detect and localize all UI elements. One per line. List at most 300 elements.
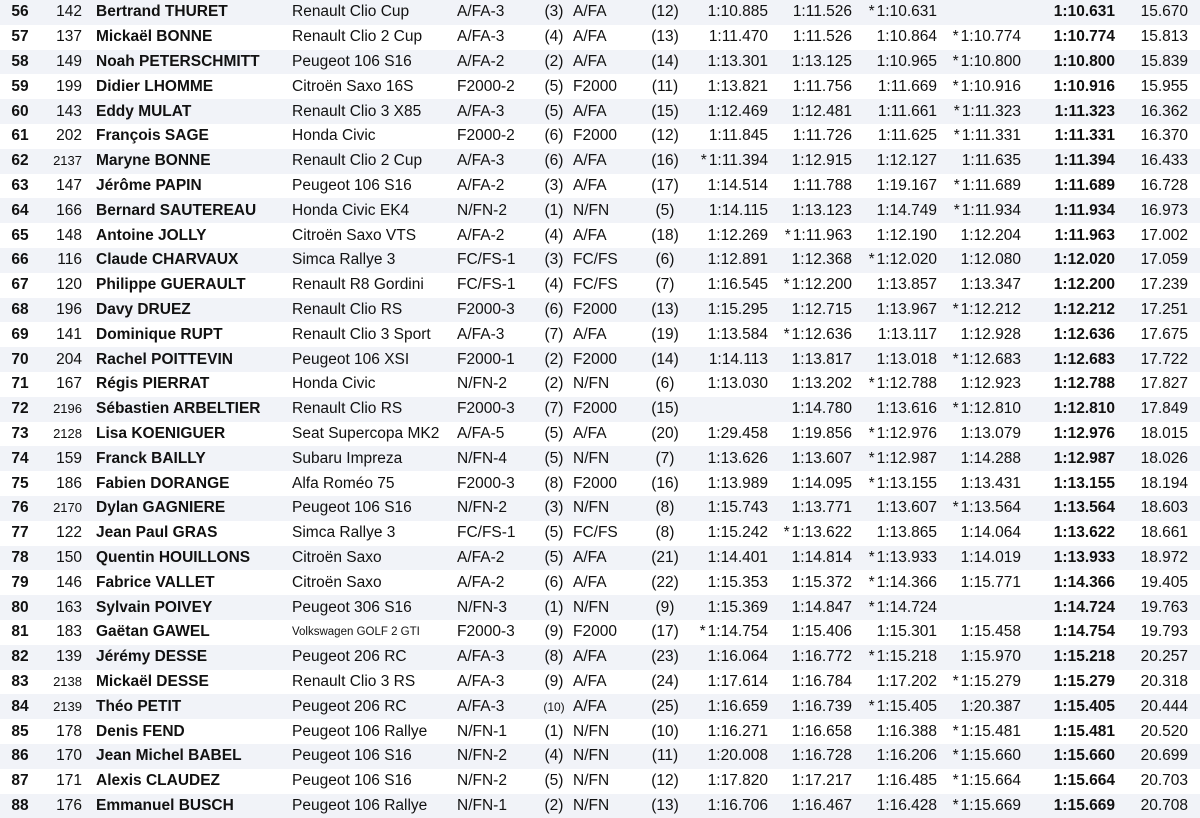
car-number-cell: 170 xyxy=(40,744,90,769)
best-run-marker: * xyxy=(951,77,961,97)
run-time-value: 1:12.190 xyxy=(877,227,937,244)
car-number-cell: 2138 xyxy=(40,670,90,695)
run-time-value: 1:20.008 xyxy=(708,747,768,764)
run-time-value: 1:11.331 xyxy=(962,127,1021,144)
run-time-value: 1:16.706 xyxy=(708,797,768,814)
driver-name-cell: Sylvain POIVEY xyxy=(90,595,290,620)
driver-name-cell: Jérémy DESSE xyxy=(90,645,290,670)
group-cell: F2000 xyxy=(571,124,645,149)
position-cell: 71 xyxy=(0,372,40,397)
run-time-value: 1:13.933 xyxy=(877,549,937,566)
class-rank-cell: (5) xyxy=(537,769,571,794)
best-time-cell: 1:15.279 xyxy=(1021,670,1115,695)
car-model-cell: Peugeot 106 Rallye xyxy=(290,719,457,744)
run-time-cell xyxy=(768,645,852,670)
driver-name-cell: Fabien DORANGE xyxy=(90,471,290,496)
run-time-cell xyxy=(937,769,1021,794)
gap-value-cell: 17.827 xyxy=(1115,372,1200,397)
run-time-value: 1:13.431 xyxy=(961,475,1021,492)
best-run-marker: * xyxy=(867,250,877,270)
group-cell: A/FA xyxy=(571,0,645,25)
run-time-cell xyxy=(937,670,1021,695)
run-time-value: 1:19.856 xyxy=(792,425,852,442)
position-cell: 72 xyxy=(0,397,40,422)
best-run-marker: * xyxy=(867,598,877,618)
gap-value-cell: 17.849 xyxy=(1115,397,1200,422)
table-row xyxy=(0,595,1200,620)
run-time-value: 1:15.372 xyxy=(792,574,852,591)
gap-value-cell: 17.722 xyxy=(1115,347,1200,372)
run-time-value: 1:13.626 xyxy=(708,450,768,467)
run-time-value: 1:19.167 xyxy=(877,177,937,194)
run-time-cell xyxy=(852,223,937,248)
gap-value-cell: 20.257 xyxy=(1115,645,1200,670)
run-time-cell xyxy=(852,446,937,471)
table-row xyxy=(0,397,1200,422)
best-run-marker: * xyxy=(783,226,793,246)
driver-name-cell: Franck BAILLY xyxy=(90,446,290,471)
run-time-cell xyxy=(768,124,852,149)
gap-value-cell: 20.318 xyxy=(1115,670,1200,695)
run-time-cell xyxy=(685,397,768,422)
run-time-value: 1:12.928 xyxy=(961,326,1021,343)
class-rank-cell: (2) xyxy=(537,347,571,372)
class-rank-cell: (3) xyxy=(537,174,571,199)
run-time-cell xyxy=(685,422,768,447)
run-time-cell xyxy=(685,50,768,75)
run-time-value: 1:11.669 xyxy=(878,78,937,95)
best-time-cell: 1:11.963 xyxy=(1021,223,1115,248)
run-time-cell xyxy=(768,0,852,25)
car-number-cell: 120 xyxy=(40,273,90,298)
class-rank-cell: (7) xyxy=(537,322,571,347)
gap-value-cell: 16.362 xyxy=(1115,99,1200,124)
group-rank-cell: (13) xyxy=(645,794,685,818)
gap-value-cell: 18.972 xyxy=(1115,546,1200,571)
run-time-cell xyxy=(685,273,768,298)
class-cell: FC/FS-1 xyxy=(457,521,537,546)
run-time-cell xyxy=(685,570,768,595)
car-number-cell: 143 xyxy=(40,99,90,124)
car-number-cell: 116 xyxy=(40,248,90,273)
position-cell: 75 xyxy=(0,471,40,496)
group-rank-cell: (5) xyxy=(645,198,685,223)
class-cell: F2000-2 xyxy=(457,124,537,149)
run-time-value: 1:13.301 xyxy=(708,53,768,70)
run-time-value: 1:11.394 xyxy=(709,152,768,169)
car-model-cell: Peugeot 306 S16 xyxy=(290,595,457,620)
group-rank-cell: (17) xyxy=(645,620,685,645)
run-time-value: 1:13.622 xyxy=(792,524,852,541)
best-time-cell: 1:14.754 xyxy=(1021,620,1115,645)
run-time-cell xyxy=(768,794,852,818)
group-cell: FC/FS xyxy=(571,521,645,546)
run-time-value: 1:16.271 xyxy=(708,723,768,740)
driver-name-cell: Régis PIERRAT xyxy=(90,372,290,397)
group-rank-cell: (12) xyxy=(645,0,685,25)
position-cell: 84 xyxy=(0,694,40,719)
group-cell: A/FA xyxy=(571,99,645,124)
position-cell: 64 xyxy=(0,198,40,223)
run-time-cell xyxy=(768,694,852,719)
run-time-cell xyxy=(685,694,768,719)
run-time-cell xyxy=(937,422,1021,447)
run-time-value: 1:10.774 xyxy=(961,28,1021,45)
run-time-value: 1:16.064 xyxy=(708,648,768,665)
best-time-cell: 1:12.976 xyxy=(1021,422,1115,447)
car-model-cell: Peugeot 106 S16 xyxy=(290,769,457,794)
group-rank-cell: (17) xyxy=(645,174,685,199)
group-rank-cell: (11) xyxy=(645,74,685,99)
group-cell: N/FN xyxy=(571,496,645,521)
group-rank-cell: (22) xyxy=(645,570,685,595)
car-number-cell: 142 xyxy=(40,0,90,25)
car-model-cell: Renault Clio Cup xyxy=(290,0,457,25)
table-row xyxy=(0,273,1200,298)
table-row xyxy=(0,322,1200,347)
group-cell: F2000 xyxy=(571,397,645,422)
car-number-cell: 2139 xyxy=(40,694,90,719)
run-time-cell xyxy=(852,719,937,744)
run-time-value: 1:12.915 xyxy=(792,152,852,169)
table-row xyxy=(0,521,1200,546)
table-row xyxy=(0,0,1200,25)
run-time-cell xyxy=(852,744,937,769)
run-time-cell xyxy=(768,25,852,50)
driver-name-cell: Philippe GUERAULT xyxy=(90,273,290,298)
group-cell: A/FA xyxy=(571,50,645,75)
run-time-cell xyxy=(768,99,852,124)
best-run-marker: * xyxy=(699,151,709,171)
class-cell: A/FA-3 xyxy=(457,149,537,174)
run-time-cell xyxy=(937,744,1021,769)
table-row xyxy=(0,223,1200,248)
position-cell: 74 xyxy=(0,446,40,471)
group-cell: A/FA xyxy=(571,694,645,719)
run-time-value: 1:16.772 xyxy=(792,648,852,665)
run-time-cell xyxy=(852,422,937,447)
run-time-value: 1:12.923 xyxy=(961,375,1021,392)
gap-value-cell: 18.015 xyxy=(1115,422,1200,447)
best-time-cell: 1:12.788 xyxy=(1021,372,1115,397)
driver-name-cell: Théo PETIT xyxy=(90,694,290,719)
run-time-cell xyxy=(937,223,1021,248)
group-rank-cell: (7) xyxy=(645,446,685,471)
run-time-value: 1:10.864 xyxy=(877,28,937,45)
driver-name-cell: Fabrice VALLET xyxy=(90,570,290,595)
table-row xyxy=(0,99,1200,124)
group-cell: A/FA xyxy=(571,322,645,347)
run-time-value: 1:13.079 xyxy=(961,425,1021,442)
run-time-cell xyxy=(685,124,768,149)
car-number-cell: 147 xyxy=(40,174,90,199)
run-time-cell xyxy=(685,446,768,471)
run-time-cell xyxy=(937,198,1021,223)
run-time-value: 1:12.976 xyxy=(877,425,937,442)
run-time-value: 1:11.625 xyxy=(878,127,937,144)
car-number-cell: 148 xyxy=(40,223,90,248)
run-time-cell xyxy=(852,397,937,422)
driver-name-cell: Mickaël BONNE xyxy=(90,25,290,50)
class-cell: F2000-2 xyxy=(457,74,537,99)
run-time-cell xyxy=(852,372,937,397)
class-rank-cell: (2) xyxy=(537,794,571,818)
class-rank-cell: (6) xyxy=(537,570,571,595)
gap-value-cell: 17.239 xyxy=(1115,273,1200,298)
run-time-value: 1:12.212 xyxy=(961,301,1021,318)
group-cell: N/FN xyxy=(571,719,645,744)
run-time-cell xyxy=(852,149,937,174)
run-time-value: 1:11.470 xyxy=(709,28,768,45)
group-cell: N/FN xyxy=(571,595,645,620)
car-number-cell: 149 xyxy=(40,50,90,75)
group-rank-cell: (16) xyxy=(645,471,685,496)
run-time-cell xyxy=(852,546,937,571)
group-cell: N/FN xyxy=(571,744,645,769)
run-time-value: 1:13.607 xyxy=(877,499,937,516)
table-row xyxy=(0,50,1200,75)
run-time-cell xyxy=(685,25,768,50)
class-rank-cell: (6) xyxy=(537,124,571,149)
run-time-value: 1:14.288 xyxy=(961,450,1021,467)
class-cell: N/FN-1 xyxy=(457,719,537,744)
class-cell: F2000-3 xyxy=(457,620,537,645)
car-number-cell: 186 xyxy=(40,471,90,496)
gap-value-cell: 18.026 xyxy=(1115,446,1200,471)
best-run-marker: * xyxy=(867,374,877,394)
run-time-cell xyxy=(937,620,1021,645)
class-rank-cell: (9) xyxy=(537,620,571,645)
group-cell: A/FA xyxy=(571,546,645,571)
gap-value-cell: 20.699 xyxy=(1115,744,1200,769)
group-rank-cell: (15) xyxy=(645,99,685,124)
driver-name-cell: Jean Paul GRAS xyxy=(90,521,290,546)
best-time-cell: 1:15.660 xyxy=(1021,744,1115,769)
car-model-cell: Seat Supercopa MK2 xyxy=(290,422,457,447)
run-time-value: 1:12.469 xyxy=(708,103,768,120)
group-rank-cell: (25) xyxy=(645,694,685,719)
position-cell: 58 xyxy=(0,50,40,75)
best-run-marker: * xyxy=(782,523,792,543)
run-time-value: 1:16.485 xyxy=(877,772,937,789)
run-time-cell xyxy=(852,298,937,323)
run-time-value: 1:15.279 xyxy=(961,673,1021,690)
table-row xyxy=(0,570,1200,595)
run-time-value: 1:14.064 xyxy=(961,524,1021,541)
run-time-cell xyxy=(852,347,937,372)
class-cell: A/FA-2 xyxy=(457,570,537,595)
run-time-value: 1:12.020 xyxy=(877,251,937,268)
position-cell: 77 xyxy=(0,521,40,546)
driver-name-cell: François SAGE xyxy=(90,124,290,149)
run-time-value: 1:11.845 xyxy=(709,127,768,144)
run-time-value: 1:13.865 xyxy=(877,524,937,541)
position-cell: 88 xyxy=(0,794,40,818)
run-time-value: 1:17.614 xyxy=(708,673,768,690)
gap-value-cell: 19.405 xyxy=(1115,570,1200,595)
best-run-marker: * xyxy=(782,325,792,345)
run-time-cell xyxy=(852,645,937,670)
run-time-cell xyxy=(685,372,768,397)
car-model-cell: Peugeot 106 S16 xyxy=(290,744,457,769)
driver-name-cell: Claude CHARVAUX xyxy=(90,248,290,273)
car-model-cell: Honda Civic xyxy=(290,372,457,397)
run-time-value: 1:13.347 xyxy=(961,276,1021,293)
run-time-cell xyxy=(852,124,937,149)
car-number-cell: 2128 xyxy=(40,422,90,447)
class-rank-cell: (1) xyxy=(537,595,571,620)
group-cell: A/FA xyxy=(571,422,645,447)
group-rank-cell: (11) xyxy=(645,744,685,769)
run-time-cell xyxy=(768,74,852,99)
car-model-cell: Honda Civic EK4 xyxy=(290,198,457,223)
class-cell: N/FN-2 xyxy=(457,744,537,769)
car-number-cell: 139 xyxy=(40,645,90,670)
run-time-cell xyxy=(852,99,937,124)
class-cell: A/FA-3 xyxy=(457,99,537,124)
group-rank-cell: (21) xyxy=(645,546,685,571)
group-cell: A/FA xyxy=(571,25,645,50)
run-time-value: 1:15.481 xyxy=(961,723,1021,740)
run-time-value: 1:15.458 xyxy=(961,623,1021,640)
run-time-cell xyxy=(768,273,852,298)
class-rank-cell: (3) xyxy=(537,0,571,25)
run-time-value: 1:16.659 xyxy=(708,698,768,715)
car-number-cell: 196 xyxy=(40,298,90,323)
group-cell: A/FA xyxy=(571,174,645,199)
run-time-cell xyxy=(685,744,768,769)
run-time-cell xyxy=(937,174,1021,199)
best-time-cell: 1:12.810 xyxy=(1021,397,1115,422)
best-time-cell: 1:15.218 xyxy=(1021,645,1115,670)
run-time-cell xyxy=(685,471,768,496)
run-time-value: 1:11.934 xyxy=(962,202,1021,219)
run-time-value: 1:14.754 xyxy=(708,623,768,640)
run-time-cell xyxy=(852,496,937,521)
best-run-marker: * xyxy=(951,350,961,370)
group-rank-cell: (6) xyxy=(645,248,685,273)
group-cell: N/FN xyxy=(571,198,645,223)
car-number-cell: 163 xyxy=(40,595,90,620)
table-row xyxy=(0,298,1200,323)
run-time-cell xyxy=(685,298,768,323)
run-time-cell xyxy=(768,744,852,769)
car-model-cell: Citroën Saxo xyxy=(290,570,457,595)
run-time-value: 1:14.847 xyxy=(792,599,852,616)
class-rank-cell: (4) xyxy=(537,223,571,248)
run-time-cell xyxy=(937,124,1021,149)
run-time-value: 1:16.206 xyxy=(877,747,937,764)
gap-value-cell: 15.839 xyxy=(1115,50,1200,75)
group-cell: F2000 xyxy=(571,471,645,496)
run-time-value: 1:29.458 xyxy=(708,425,768,442)
run-time-value: 1:13.564 xyxy=(961,499,1021,516)
run-time-value: 1:10.965 xyxy=(877,53,937,70)
group-cell: A/FA xyxy=(571,149,645,174)
best-time-cell: 1:13.933 xyxy=(1021,546,1115,571)
gap-value-cell: 19.763 xyxy=(1115,595,1200,620)
class-cell: A/FA-2 xyxy=(457,174,537,199)
car-number-cell: 146 xyxy=(40,570,90,595)
run-time-value: 1:11.726 xyxy=(793,127,852,144)
class-cell: F2000-3 xyxy=(457,298,537,323)
class-rank-cell: (1) xyxy=(537,198,571,223)
best-time-cell: 1:13.155 xyxy=(1021,471,1115,496)
best-run-marker: * xyxy=(952,176,962,196)
group-cell: FC/FS xyxy=(571,248,645,273)
run-time-cell xyxy=(768,769,852,794)
gap-value-cell: 20.708 xyxy=(1115,794,1200,818)
position-cell: 62 xyxy=(0,149,40,174)
car-model-cell: Peugeot 106 S16 xyxy=(290,174,457,199)
run-time-value: 1:12.481 xyxy=(792,103,852,120)
run-time-value: 1:14.724 xyxy=(877,599,937,616)
best-time-cell: 1:15.669 xyxy=(1021,794,1115,818)
run-time-value: 1:14.113 xyxy=(709,351,768,368)
best-time-cell: 1:10.631 xyxy=(1021,0,1115,25)
best-run-marker: * xyxy=(867,573,877,593)
run-time-cell xyxy=(937,446,1021,471)
run-time-cell xyxy=(768,620,852,645)
best-run-marker: * xyxy=(951,300,961,320)
run-time-cell xyxy=(852,50,937,75)
position-cell: 79 xyxy=(0,570,40,595)
car-number-cell: 150 xyxy=(40,546,90,571)
best-time-cell: 1:10.774 xyxy=(1021,25,1115,50)
group-rank-cell: (9) xyxy=(645,595,685,620)
car-model-cell: Renault Clio 3 Sport xyxy=(290,322,457,347)
run-time-cell xyxy=(852,794,937,818)
car-number-cell: 166 xyxy=(40,198,90,223)
car-number-cell: 204 xyxy=(40,347,90,372)
best-time-cell: 1:13.564 xyxy=(1021,496,1115,521)
run-time-cell xyxy=(852,521,937,546)
table-row xyxy=(0,546,1200,571)
run-time-value: 1:14.814 xyxy=(792,549,852,566)
gap-value-cell: 20.703 xyxy=(1115,769,1200,794)
run-time-value: 1:12.788 xyxy=(877,375,937,392)
run-time-value: 1:12.715 xyxy=(792,301,852,318)
run-time-cell xyxy=(768,496,852,521)
car-model-cell: Alfa Roméo 75 xyxy=(290,471,457,496)
run-time-cell xyxy=(937,347,1021,372)
position-cell: 66 xyxy=(0,248,40,273)
car-number-cell: 183 xyxy=(40,620,90,645)
run-time-cell xyxy=(852,174,937,199)
position-cell: 61 xyxy=(0,124,40,149)
car-model-cell: Peugeot 106 XSI xyxy=(290,347,457,372)
run-time-cell xyxy=(937,149,1021,174)
position-cell: 86 xyxy=(0,744,40,769)
best-run-marker: * xyxy=(951,399,961,419)
car-model-cell: Renault Clio 3 X85 xyxy=(290,99,457,124)
run-time-cell xyxy=(768,372,852,397)
run-time-value: 1:13.123 xyxy=(792,202,852,219)
run-time-cell xyxy=(852,0,937,25)
best-time-cell: 1:11.934 xyxy=(1021,198,1115,223)
gap-value-cell: 15.955 xyxy=(1115,74,1200,99)
best-run-marker: * xyxy=(951,796,961,816)
run-time-cell xyxy=(685,322,768,347)
best-run-marker: * xyxy=(867,424,877,444)
position-cell: 63 xyxy=(0,174,40,199)
table-row xyxy=(0,694,1200,719)
class-cell: FC/FS-1 xyxy=(457,248,537,273)
run-time-cell xyxy=(768,347,852,372)
table-row xyxy=(0,496,1200,521)
class-cell: N/FN-4 xyxy=(457,446,537,471)
position-cell: 76 xyxy=(0,496,40,521)
